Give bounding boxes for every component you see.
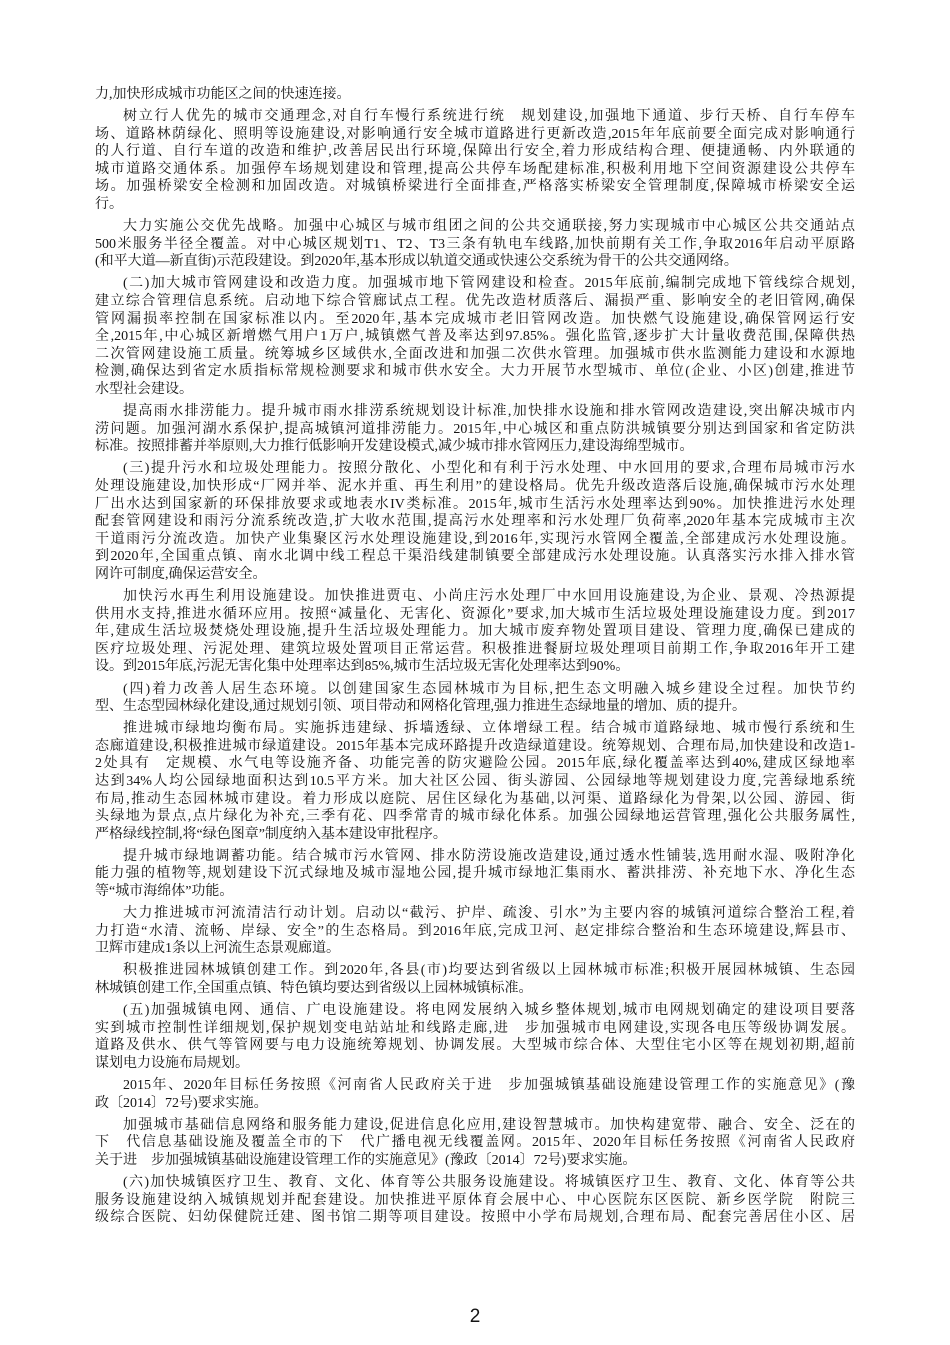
text-line: 头绿地为景点,点片绿化为补充,三季有花、四季常青的城市绿化体系。加强公园绿地运营管理,强化公共服务属性, — [95, 809, 855, 825]
text-line: (三)提升污水和垃圾处理能力。按照分散化、小型化和有利于污水处理、中水回用的要求,合理布局城市污水 — [123, 461, 855, 477]
text-line: 厂出水达到国家新的环保排放要求或地表水IV类标准。2015年,城市生活污水处理率达到90%。加快推进污水处理 — [95, 496, 855, 512]
text-line: 关于进 步加强城镇基础设施建设管理工作的实施意见》(豫政〔2014〕72号)要求实施。 — [95, 1152, 637, 1168]
text-line: 大力推进城市河流清洁行动计划。启动以“截污、护岸、疏浚、引水”为主要内容的城镇河道综合整治工程,着 — [123, 906, 855, 922]
text-line: 级综合医院、妇幼保健院迁建、图书馆二期等项目建设。按照中小学布局规划,合理布局、配套完善居住小区、居 — [95, 1210, 855, 1226]
text-line: 政〔2014〕72号)要求实施。 — [95, 1095, 268, 1111]
text-line: 的人行道、自行车道的改造和维护,改善居民出行环境,保障出行安全,着力形成结构合理、便捷通畅、内外联通的 — [95, 144, 855, 160]
text-line: 干道雨污分流改造。加快产业集聚区污水处理设施建设,到2016年,实现污水管网全覆盖,全部建成污水处理设施。 — [95, 531, 855, 547]
text-line: 等“城市海绵体”功能。 — [95, 884, 234, 900]
section-5-power-telecom-broadcast — [95, 1002, 855, 1072]
text-line: 2处具有 定规模、水气电等设施齐备、功能完善的防灾避险公园。2015年底,绿化覆盖率达到40%,建成区绿地率 — [95, 756, 855, 772]
text-line: 严格绿线控制,将“绿色图章”制度纳入基本建设审批程序。 — [95, 826, 447, 842]
paragraph-water-reuse — [95, 588, 855, 676]
text-line: 年,建成生活垃圾焚烧处理设施,提升生活垃圾处理能力。加大城市废弃物处置项目建设、管理力度,确保已建成的 — [95, 624, 855, 640]
text-line: 力,加快形成城市功能区之间的快速连接。 — [95, 87, 351, 102]
paragraph-public-transit-priority — [95, 218, 855, 271]
text-line: 配套管网建设和雨污分流系统改造,扩大收水范围,提高污水处理率和污水处理厂负荷率,2020年基本完成城市主次 — [95, 514, 855, 530]
text-line: 处理设施建设,加快形成“厂网并举、泥水并重、再生利用”的建设格局。优先升级改造落后设施,确保城市污水处理 — [95, 478, 855, 494]
text-line: (六)加快城镇医疗卫生、教育、文化、体育等公共服务设施建设。将城镇医疗卫生、教育、文化、体育等公共 — [123, 1174, 855, 1190]
text-line: 行。 — [95, 197, 123, 213]
text-line: 场、道路林荫绿化、照明等设施建设,对影响通行安全城市道路进行更新改造,2015年年底前要全面完成对影响通行 — [95, 126, 855, 142]
paragraph-pedestrian-priority — [95, 108, 855, 214]
text-line: 推进城市绿地均衡布局。实施拆违建绿、拆墙透绿、立体增绿工程。结合城市道路绿地、城市慢行系统和生 — [123, 721, 855, 737]
section-4-living-environment — [95, 681, 855, 716]
text-line: 水型社会建设。 — [95, 382, 193, 397]
text-line: 下 代信息基础设施及覆盖全市的下 代广播电视无线覆盖网。2015年、2020年目标任务按照《河南省人民政府 — [95, 1135, 855, 1151]
text-line: 设。到2015年底,污泥无害化集中处理率达到85%,城市生活垃圾无害化处理率达到90%。 — [95, 659, 630, 675]
text-line: 服务设施建设纳入城镇规划并配套建设。加快推进平原体育会展中心、中心医院东区医院、新乡医学院 附院三 — [95, 1192, 855, 1208]
text-line: 能力强的植物等,规划建设下沉式绿地及城市湿地公园,提升城市绿地汇集雨水、蓄洪排涝、补充地下水、净化生态 — [95, 866, 855, 882]
text-line: 力打造“水清、流畅、岸绿、安全”的生态格局。到2016年底,完成卫河、赵定排综合整治和生态环境建设,辉县市、 — [95, 923, 855, 939]
section-2-pipe-network — [95, 275, 855, 398]
text-line: 卫辉市建成1条以上河流生态景观廊道。 — [95, 941, 340, 957]
text-line: 涝问题。加强河湖水系保护,提高城镇河道排涝能力。2015年,中心城区和重点防洪城镇要分别达到国家和省定防洪 — [95, 421, 855, 437]
text-line: 道路及供水、供气等管网要与电力设施统筹规划、协调发展。大型城市综合体、大型住宅小区等在规划初期,超前 — [95, 1038, 855, 1054]
text-line: 达到34%人均公园绿地面积达到10.5平方米。加大社区公园、街头游园、公园绿地等规划建设力度,完善绿地系统 — [95, 773, 855, 789]
text-line: 提高雨水排涝能力。提升城市雨水排涝系统规划设计标准,加快排水设施和排水管网改造建设,突出解决城市内 — [123, 404, 855, 420]
paragraph-rain-drainage — [95, 403, 855, 456]
paragraph-green-space-layout — [95, 720, 855, 843]
section-6-public-services — [95, 1174, 855, 1227]
text-line: (和平大道—新直街)示范段建设。到2020年,基本形成以轨道交通或快速公交系统为骨干的公共交通网络。 — [95, 254, 738, 270]
text-line: 加快污水再生利用设施建设。加快推进贾屯、小尚庄污水处理厂中水回用设施建设,为企业、景观、冷热源提 — [123, 589, 855, 605]
text-line: 实到城市控制性详细规划,保护规划变电站站址和线路走廊,进 步加强城市电网建设,实现各电压等级协调发展。 — [95, 1020, 855, 1036]
text-line: 树立行人优先的城市交通理念,对自行车慢行系统进行统 规划建设,加强地下通道、步行天桥、自行车停车 — [123, 109, 855, 125]
text-line: 城市道路交通体系。加强停车场规划建设和管理,提高公共停车场配建标准,积极利用地下空间资源建设公共停车 — [95, 161, 855, 177]
text-line: (四)着力改善人居生态环境。以创建国家生态园林城市为目标,把生态文明融入城乡建设全过程。加快节约 — [123, 681, 855, 697]
paragraph-garden-towns — [95, 962, 855, 997]
text-line: 网许可制度,确保运营安全。 — [95, 566, 267, 582]
text-line: 到2020年,全国重点镇、南水北调中线工程总干渠沿线建制镇要全部建成污水处理设施。认真落实污水排入排水管 — [95, 549, 855, 565]
paragraph-river-cleanup — [95, 905, 855, 958]
text-line: 谋划电力设施布局规划。 — [95, 1055, 249, 1071]
paragraph-green-space-storage — [95, 848, 855, 901]
text-line: 加强城市基础信息网络和服务能力建设,促进信息化应用,建设智慧城市。加快构建宽带、融合、安全、泛在的 — [123, 1117, 855, 1133]
text-line: 场。加强桥梁安全检测和加固改造。对城镇桥梁进行全面排查,严格落实桥梁安全管理制度,保障城市桥梁安全运 — [95, 179, 855, 195]
text-line: 布局,推动生态园林城市建设。着力形成以庭院、居住区绿化为基础,以河渠、道路绿化为骨架,以公园、游园、街 — [95, 791, 855, 807]
text-line: 标准。按照排蓄并举原则,大力推行低影响开发建设模式,减少城市排水管网压力,建设海绵型城市。 — [95, 439, 694, 455]
text-line: 态廊道建设,积极推进城市绿道建设。2015年基本完成环路提升改造绿道建设。统筹规划、合理布局,加快建设和改造1- — [95, 738, 855, 754]
paragraph-smart-city — [95, 1117, 855, 1170]
page-number: 2 — [469, 1306, 481, 1327]
paragraph-continued-from-previous-page — [95, 86, 855, 104]
section-3-sewage-and-waste — [95, 460, 855, 583]
text-line: 建立综合管理信息系统。启动地下综合管廊试点工程。优先改造材质落后、漏损严重、影响安全的老旧管网,确保 — [95, 294, 855, 310]
text-line: 2015年、2020年目标任务按照《河南省人民政府关于进 步加强城镇基础设施建设管理工作的实施意见》(豫 — [123, 1077, 855, 1093]
text-line: 医疗垃圾处理、污泥处理、建筑垃圾处置项目正常运营。积极推进餐厨垃圾处理项目前期工作,争取2016年开工建 — [95, 641, 855, 657]
text-line: (五)加强城镇电网、通信、广电设施建设。将电网发展纳入城乡整体规划,城市电网规划确定的建设项目要落 — [123, 1003, 855, 1019]
text-line: 500米服务半径全覆盖。对中心城区规划T1、T2、T3三条有轨电车线路,加快前期有关工作,争取2016年启动平原路 — [95, 236, 855, 252]
text-line: 大力实施公交优先战略。加强中心城区与城市组团之间的公共交通联接,努力实现城市中心城区公共交通站点 — [123, 219, 855, 235]
text-line: 型、生态型园林绿化建设,通过规划引领、项目带动和网格化管理,强力推进生态绿地量的增加、质的提升。 — [95, 699, 746, 715]
text-line: (二)加大城市管网建设和改造力度。加强城市地下管网建设和检查。2015年底前,编制完成地下管线综合规划, — [123, 276, 855, 292]
text-line: 提升城市绿地调蓄功能。结合城市污水管网、排水防涝设施改造建设,通过透水性铺装,选用耐水湿、吸附净化 — [123, 848, 855, 864]
text-line: 检测,确保达到省定水质指标常规检测要求和城市供水安全。大力开展节水型城市、单位(企业、小区)创建,推进节 — [95, 364, 855, 380]
text-line: 二次管网建设施工质量。统筹城乡区域供水,全面改进和加强二次供水管理。加强城市供水监测能力建设和水源地 — [95, 346, 855, 362]
document-page — [95, 86, 855, 1227]
text-line: 全,2015年,中心城区新增燃气用户1万户,城镇燃气普及率达到97.85%。强化监管,逐步扩大计量收费范围,保障供热 — [95, 329, 855, 345]
text-line: 管网漏损率控制在国家标准以内。至2020年,基本完成城市老旧管网改造。加快燃气设施建设,确保管网运行安 — [95, 311, 855, 327]
paragraph-targets-reference — [95, 1077, 855, 1112]
text-line: 林城镇创建工作,全国重点镇、特色镇均要达到省级以上园林城镇标准。 — [95, 981, 533, 996]
text-line: 积极推进园林城镇创建工作。到2020年,各县(市)均要达到省级以上园林城市标准;积极开展园林城镇、生态园 — [123, 963, 855, 979]
text-line: 供用水支持,推进水循环应用。按照“减量化、无害化、资源化”要求,加大城市生活垃圾处理设施建设力度。到2017 — [95, 606, 855, 622]
